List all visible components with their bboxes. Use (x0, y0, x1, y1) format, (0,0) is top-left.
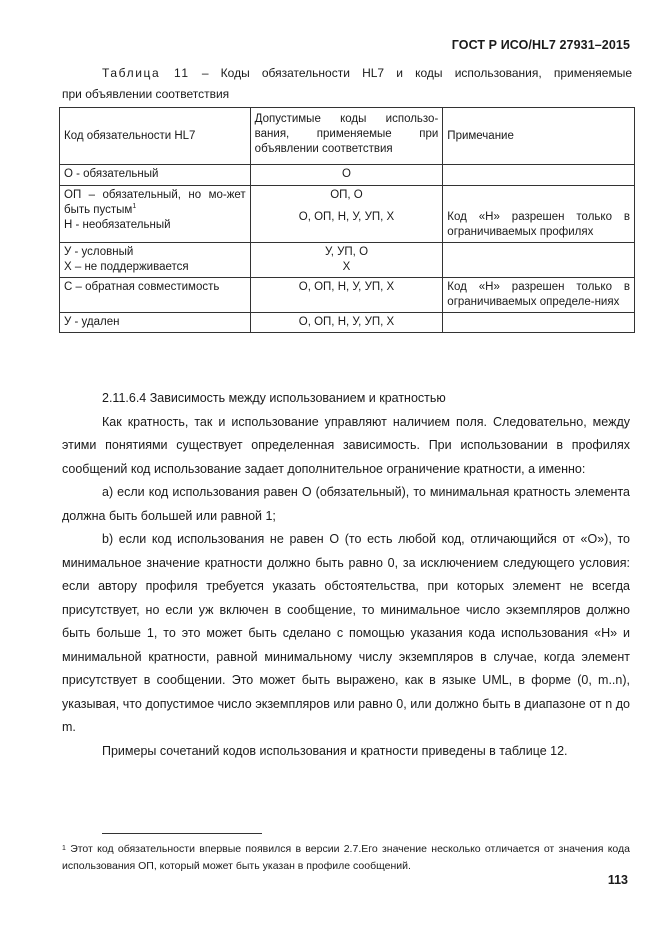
section-number: 2.11.6.4 (102, 391, 147, 405)
usage-codes-table (59, 107, 635, 333)
table-row (60, 313, 635, 333)
cell-note-group (443, 243, 635, 278)
body-text (62, 387, 630, 763)
cell-code: У - удален (60, 313, 251, 333)
cell-usage: У, УП, О (324, 246, 369, 258)
cell-usage: ОП, О (330, 189, 363, 201)
header-cell-usage: Допустимые коды использо-вания, применяемые при объявлении соответствия (250, 108, 443, 165)
table-caption-line2: при объявлении соответствия (62, 87, 230, 101)
cell-code: Х – не поддерживается (64, 261, 189, 273)
cell-note-group (443, 186, 635, 243)
cell-note: Код «Н» разрешен только в ограничиваемых профилях (447, 211, 630, 238)
header-cell-code: Код обязательности HL7 (60, 108, 251, 165)
table-caption-label: Таблица 11 (102, 66, 190, 80)
cell-usage: Х (342, 261, 351, 273)
paragraph: а) если код использования равен О (обязательный), то минимальная кратность элемента должна быть большей или равной 1; (62, 485, 630, 523)
cell-code: У - условный (64, 246, 134, 258)
document-header-code: ГОСТ Р ИСО/HL7 27931–2015 (451, 38, 630, 52)
cell-note (443, 165, 635, 186)
cell-usage: О, ОП, Н, У, УП, Х (250, 278, 443, 313)
paragraph: Как кратность, так и использование управляют наличием поля. Следовательно, между этими понятиями существует определенная зависимость. При использовании в профилях сообщений код использование задает дополнительное ограничение кратности, а именно: (62, 414, 630, 476)
page-number: 113 (607, 873, 628, 887)
footnote-text: Этот код обязательности впервые появился в версии 2.7.Его значение несколько отличается от значения кода использования ОП, который может быть указан в профиле сообщений. (62, 843, 630, 872)
cell-note: Код «Н» разрешен только в ограничиваемых определе-ниях (443, 278, 635, 313)
section-title: Зависимость между использованием и кратностью (146, 391, 446, 405)
cell-usage: О (250, 165, 443, 186)
cell-usage-group (250, 186, 443, 243)
cell-code: О - обязательный (60, 165, 251, 186)
table-row-group (60, 243, 635, 278)
table-caption-line1 (62, 63, 632, 84)
cell-code: Н - необязательный (64, 219, 171, 231)
cell-usage: О, ОП, Н, У, УП, Х (250, 313, 443, 333)
footnote-separator (102, 833, 262, 834)
footnote-number: 1 (62, 845, 66, 852)
cell-code-group (60, 186, 251, 243)
paragraph: Примеры сочетаний кодов использования и кратности приведены в таблице 12. (102, 743, 568, 758)
table-row (60, 278, 635, 313)
cell-code-group (60, 243, 251, 278)
cell-note (443, 313, 635, 333)
paragraph: b) если код использования не равен О (то есть любой код, отличающийся от «О»), то минимальное значение кратности должно быть равно 0, за исключением следующего условия: если автору профиля требуется указать обстоятельства, при которых элемент не всегда присутствует, но если уж включен в сообщение, то минимальное число экземпляров должно быть больше 1, то это может быть сделано с помощью указания кода использования «Н» и минимальной кратности, равной минимальному числу экземпляров в случае, когда элемент присутствует в сообщении. Это может быть выражено, как в языке UML, в форме (0, m..n), указывая, что допустимое число экземпляров или равно 0, или должно быть в диапазоне от n до m. (62, 532, 630, 734)
footnote-ref: 1 (132, 203, 137, 211)
table-caption (62, 63, 632, 105)
cell-code: С – обратная совместимость (60, 278, 251, 313)
table-header-row (60, 108, 635, 165)
cell-usage: О, ОП, Н, У, УП, Х (298, 211, 395, 223)
table-row-group (60, 186, 635, 243)
cell-usage-group (250, 243, 443, 278)
footnote (62, 841, 630, 875)
table-row (60, 165, 635, 186)
cell-code: ОП – обязательный, но мо-жет быть пустым (64, 189, 246, 216)
section-heading (62, 387, 630, 411)
table-caption-title: – Коды обязательности HL7 и коды использования, применяемые (189, 66, 632, 80)
header-cell-note: Примечание (443, 108, 635, 165)
